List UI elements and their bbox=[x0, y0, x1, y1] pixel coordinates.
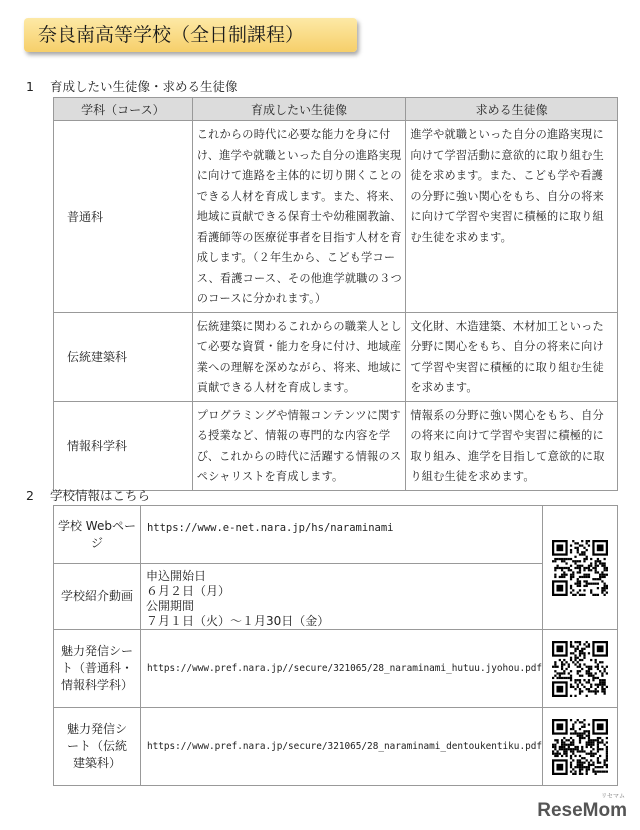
qr-code-icon[interactable] bbox=[552, 658, 608, 677]
table-row bbox=[54, 312, 618, 401]
section1-number: 1 bbox=[26, 79, 34, 94]
table-header-row bbox=[54, 98, 618, 121]
qr-code-icon[interactable] bbox=[552, 557, 608, 576]
table-row bbox=[54, 401, 618, 490]
web-url-link[interactable]: https://www.e-net.nara.jp/hs/naraminami bbox=[140, 506, 542, 564]
table-row bbox=[54, 708, 618, 786]
video-label: 学校紹介動画 bbox=[54, 564, 141, 630]
motomeru-text: 進学や就職といった自分の進路実現に向けて学習活動に意欲的に取り組む生徒を求めます。また、こども学や看護の分野に強い関心をもち、自分の将来に向けて学習や実習に積極的に取り組む生徒を求めます。 bbox=[406, 121, 618, 313]
section2-title: 学校情報はこちら bbox=[50, 488, 151, 503]
header-motomeru: 求める生徒像 bbox=[406, 98, 618, 121]
sheet2-qr-cell bbox=[543, 708, 618, 786]
section1-title: 育成したい生徒像・求める生徒像 bbox=[50, 79, 238, 94]
table-row bbox=[54, 121, 618, 313]
sheet1-label: 魅力発信シート（普通科・情報科学科） bbox=[54, 630, 141, 708]
date-line: 公開期間 bbox=[145, 599, 194, 613]
header-dept: 学科（コース） bbox=[54, 98, 193, 121]
school-info-table bbox=[53, 505, 618, 786]
dept-name: 情報科学科 bbox=[54, 401, 193, 490]
sheet1-qr-cell bbox=[543, 630, 618, 708]
table-row bbox=[54, 506, 618, 564]
dept-name: 伝統建築科 bbox=[54, 312, 193, 401]
date-line: ７月１日（火）～１月30日（金） bbox=[145, 614, 330, 628]
section2-heading bbox=[26, 486, 150, 504]
section1-heading bbox=[26, 77, 238, 95]
section2-number: 2 bbox=[26, 488, 34, 503]
student-profile-table bbox=[53, 97, 618, 491]
ikusei-text: 伝統建築に関わるこれからの職業人として必要な資質・能力を身に付け、地域産業への理解を深めながら、将来、地域に貢献できる人材を育成します。 bbox=[192, 312, 406, 401]
sheet1-url-link[interactable]: https://www.pref.nara.jp//secure/321065/28_naraminami_hutuu.jyohou.pdf bbox=[140, 630, 542, 708]
video-dates bbox=[140, 564, 542, 630]
page-title: 奈良南高等学校（全日制課程） bbox=[24, 18, 357, 52]
sheet2-label: 魅力発信シート（伝統建築科） bbox=[54, 708, 141, 786]
header-ikusei: 育成したい生徒像 bbox=[192, 98, 406, 121]
qr-code-icon[interactable] bbox=[552, 736, 608, 755]
date-line: ６月２日（月） bbox=[145, 584, 230, 598]
date-line: 申込開始日 bbox=[145, 569, 206, 583]
ikusei-text: これからの時代に必要な能力を身に付け、進学や就職といった自分の進路実現に向けて進路を主体的に切り開くことのできる人材を育成します。また、将来、地域に貢献できる保育士や幼稚園教諭、看護師等の医療従事者を目指す人材を育成します。（２年生から、こども学コース、看護コース、その他進学就職の３つのコースに分かれます。） bbox=[192, 121, 406, 313]
table-row bbox=[54, 564, 618, 630]
ikusei-text: プログラミングや情報コンテンツに関する授業など、情報の専門的な内容を学び、これからの時代に活躍する情報のスペシャリストを育成します。 bbox=[192, 401, 406, 490]
dept-name: 普通科 bbox=[54, 121, 193, 313]
logo-small-text: リセマム bbox=[601, 794, 625, 800]
web-qr-cell bbox=[543, 506, 618, 630]
table-row bbox=[54, 630, 618, 708]
logo-text: ReseMom bbox=[537, 800, 627, 821]
motomeru-text: 情報系の分野に強い関心をもち、自分の将来に向けて学習や実習に積極的に取り組み、進学を目指して意欲的に取り組む生徒を求めます。 bbox=[406, 401, 618, 490]
resemom-logo bbox=[537, 794, 627, 822]
sheet2-url-link[interactable]: https://www.pref.nara.jp/secure/321065/28_naraminami_dentoukentiku.pdf bbox=[140, 708, 542, 786]
motomeru-text: 文化財、木造建築、木材加工といった分野に関心をもち、自分の将来に向けて学習や実習に積極的に取り組む生徒を求めます。 bbox=[406, 312, 618, 401]
web-label: 学校 Webページ bbox=[54, 506, 141, 564]
